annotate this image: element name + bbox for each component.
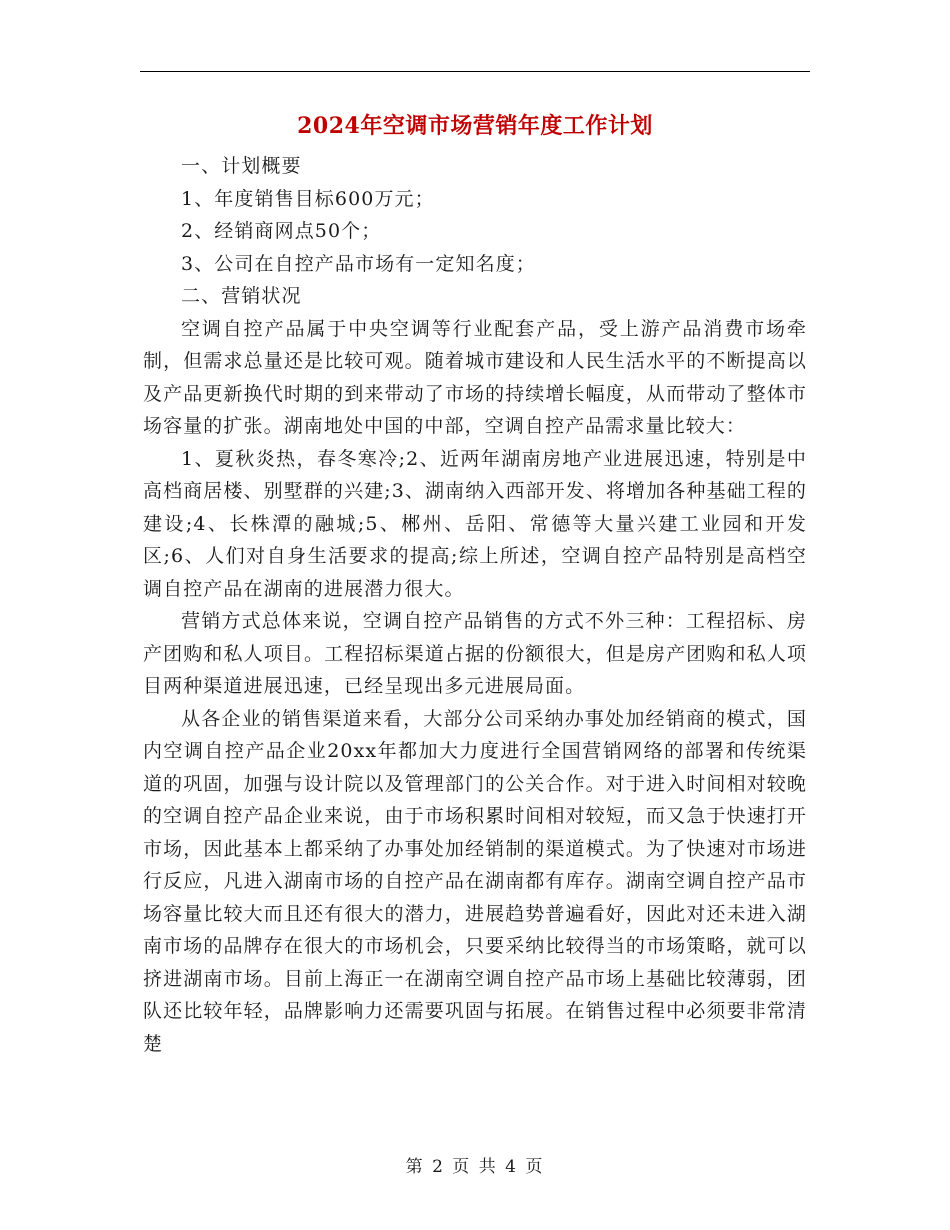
paragraph-market-overview: 空调自控产品属于中央空调等行业配套产品，受上游产品消费市场牵制，但需求总量还是比较可观。随着城市建设和人民生活水平的不断提高以及产品更新换代时期的到来带动了市场的持续增长幅度，从而带动了整体市场容量的扩张。湖南地处中国的中部，空调自控产品需求量比较大： [143,317,807,437]
paragraph-sales-channels: 从各企业的销售渠道来看，大部分公司采纳办事处加经销商的模式，国内空调自控产品企业20xx年都加大力度进行全国营销网络的部署和传统渠道的巩固，加强与设计院以及管理部门的公关合作。对于进入时间相对较晚的空调自控产品企业来说，由于市场积累时间相对较短，而又急于快速打开市场，因此基本上都采纳了办事处加经销制的渠道模式。为了快速对市场进行反应，凡进入湖南市场的自控产品在湖南都有库存。湖南空调自控产品市场容量比较大而且还有很大的潜力，进展趋势普遍看好，因此对还未进入湖南市场的品牌存在很大的市场机会，只要采纳比较得当的市场策略，就可以挤进湖南市场。目前上海正一在湖南空调自控产品市场上基础比较薄弱，团队还比较年轻，品牌影响力还需要巩固与拓展。在销售过程中必须要非常清楚 [143,707,807,1055]
paragraph-demand-factors: 1、夏秋炎热，春冬寒冷;2、近两年湖南房地产业进展迅速，特别是中高档商居楼、别墅群的兴建;3、湖南纳入西部开发、将增加各种基础工程的建设;4、长株潭的融城;5、郴州、岳阳、常德等大量兴建工业园和开发区;6、人们对自身生活要求的提高;综上所述，空调自控产品特别是高档空调自控产品在湖南的进展潜力很大。 [143,447,807,600]
paragraph-sales-methods: 营销方式总体来说，空调自控产品销售的方式不外三种：工程招标、房产团购和私人项目。工程招标渠道占据的份额很大，但是房产团购和私人项目两种渠道进展迅速，已经呈现出多元进展局面。 [143,610,807,697]
section-heading-plan-overview: 一、计划概要 [181,155,302,177]
plan-item-brand-awareness: 3、公司在自控产品市场有一定知名度； [181,252,536,275]
header-rule [140,71,810,72]
section-heading-marketing-status: 二、营销状况 [181,285,302,307]
document-title: 2024年空调市场营销年度工作计划 [297,113,653,139]
plan-item-dealer-outlets: 2、经销商网点50个； [181,220,382,242]
document-body [143,150,807,1060]
plan-item-sales-target: 1、年度销售目标600万元； [181,187,435,210]
page-number-footer: 第 2 页 共 4 页 [405,1157,545,1177]
